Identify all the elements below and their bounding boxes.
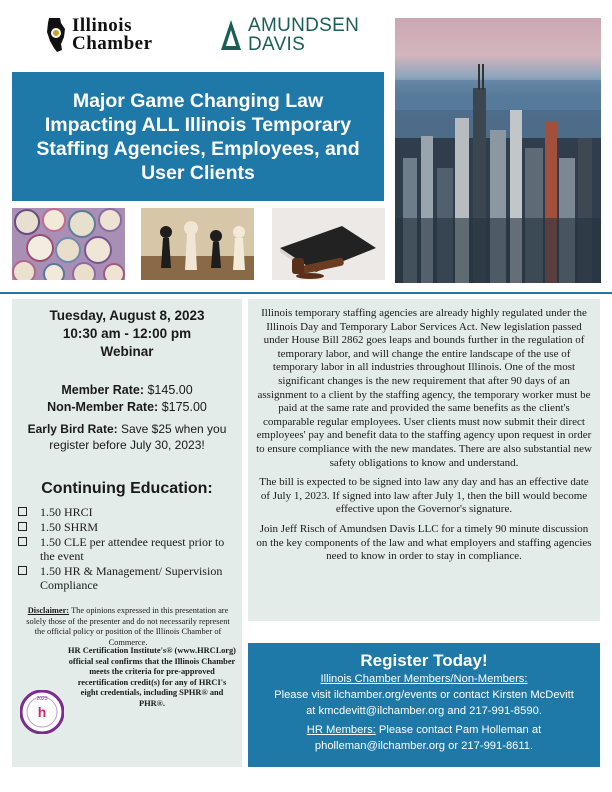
ce-item-text: 1.50 SHRM — [40, 520, 99, 534]
chess-photo — [141, 208, 254, 280]
logo-line-2: Chamber — [72, 33, 153, 54]
description-panel — [248, 299, 600, 621]
body-paragraph-2: The bill is expected to be signed into law any day and has an effective date of July 1, 2023. If signed into law after July 1, then the bill would become effective upon the Governor's signature. — [259, 476, 589, 516]
body-paragraph-3: Join Jeff Risch of Amundsen Davis LLC for a timely 90 minute discussion on the key components of the law and what employers and staffing agencies need to know in order to stay in compliance. — [256, 522, 592, 563]
list-item — [18, 564, 238, 592]
law-book-gavel-photo — [272, 208, 385, 280]
title-banner — [12, 72, 384, 201]
amundsen-davis-logo — [220, 14, 360, 56]
rates — [12, 382, 242, 416]
list-item — [18, 535, 238, 563]
hr-members-line-1: Please contact Pam Holleman at — [378, 724, 542, 736]
body-paragraph-1: Illinois temporary staffing agencies are already highly regulated under the Illinois Day and Temporary Labor Services Act. New legislation passed under House Bill 2862 goes leaps and bounds further in the regulation of temporary labor, and will change the entire landscape of the use of temporary labor in all industries throughout Illinois. One of the most significant changes is the new requirement that after 90 days of an assignment to a client by the staffing agency, the temporary worker must be paid at the same rate and provided the same benefits as the client's comparable regular employees. User clients must now submit their direct employees' pay and benefit data to the staffing agency upon request in order to ensure compliance with the new mandates. There are also substantial new safety obligations to know and understand. — [256, 307, 592, 469]
disclaimer-text: The opinions expressed in this presentation are solely those of the presenter and do not necessarily represent the official policy or position of the Illinois Chamber of Commerce. — [26, 606, 230, 647]
disclaimer-label: Disclaimer: — [27, 606, 70, 615]
illinois-chamber-logo — [46, 14, 176, 56]
davis-word: DAVIS — [248, 34, 306, 55]
amundsen-mark-icon — [220, 18, 242, 52]
continuing-education-heading: Continuing Education: — [41, 480, 213, 497]
checkbox-icon — [18, 537, 27, 546]
event-datetime — [12, 307, 242, 361]
member-rate-value: $145.00 — [147, 383, 193, 397]
amundsen-word: AMUNDSEN — [248, 15, 360, 36]
event-details-panel — [12, 299, 242, 767]
checkbox-icon — [18, 566, 27, 575]
continuing-education-list — [18, 505, 238, 593]
nonmember-rate-label: Non-Member Rate: — [47, 400, 159, 414]
page-title: Major Game Changing Law Impacting ALL Illinois Temporary Staffing Agencies, Employees, and User Clients — [36, 89, 360, 184]
event-format: Webinar — [100, 344, 154, 359]
event-time: 10:30 am - 12:00 pm — [62, 326, 192, 341]
ce-item-text: 1.50 HRCI — [40, 505, 93, 519]
ce-item-text: 1.50 CLE per attendee request prior to the event — [40, 535, 225, 563]
ce-item-text: 1.50 HR & Management/ Supervision Compliance — [40, 564, 223, 592]
early-bird-text: Save $25 when you register before July 30, 2023! — [49, 422, 227, 452]
hrci-badge-year: 2023 — [36, 696, 48, 702]
chicago-skyline-photo — [395, 18, 601, 283]
list-item — [18, 520, 238, 534]
illinois-state-icon — [46, 17, 66, 53]
nonmember-rate-value: $175.00 — [161, 400, 207, 414]
list-item — [18, 505, 238, 519]
hrci-statement: HR Certification Institute's® (www.HRCI.org) official seal confirms that the Illinois Chamber meets the criteria for pre-approved recertification credit(s) for any of HRCI's eight credentials, including SPHR® and PHR®. — [68, 646, 236, 708]
clocks-photo — [12, 208, 125, 280]
early-bird-label: Early Bird Rate: — [27, 422, 118, 436]
svg-text:h: h — [37, 704, 47, 720]
members-line-1: Please visit ilchamber.org/events or contact Kirsten McDevitt — [274, 689, 574, 701]
register-heading: Register Today! — [360, 651, 488, 670]
hr-members-label: HR Members: — [306, 724, 376, 736]
checkbox-icon — [18, 507, 27, 516]
member-rate-label: Member Rate: — [61, 383, 144, 397]
early-bird-rate — [12, 421, 242, 453]
hrci-seal-icon — [20, 690, 64, 734]
logo-line-1: Illinois — [72, 15, 132, 36]
register-panel — [248, 643, 600, 767]
divider-rule — [0, 292, 612, 294]
disclaimer — [22, 606, 234, 648]
members-label: Illinois Chamber Members/Non-Members: — [320, 673, 528, 685]
event-date: Tuesday, August 8, 2023 — [49, 308, 205, 323]
members-line-2: at kmcdevitt@ilchamber.org and 217-991-8590. — [306, 705, 542, 717]
hr-members-line-2: pholleman@ilchamber.org or 217-991-8611. — [314, 740, 534, 752]
checkbox-icon — [18, 522, 27, 531]
